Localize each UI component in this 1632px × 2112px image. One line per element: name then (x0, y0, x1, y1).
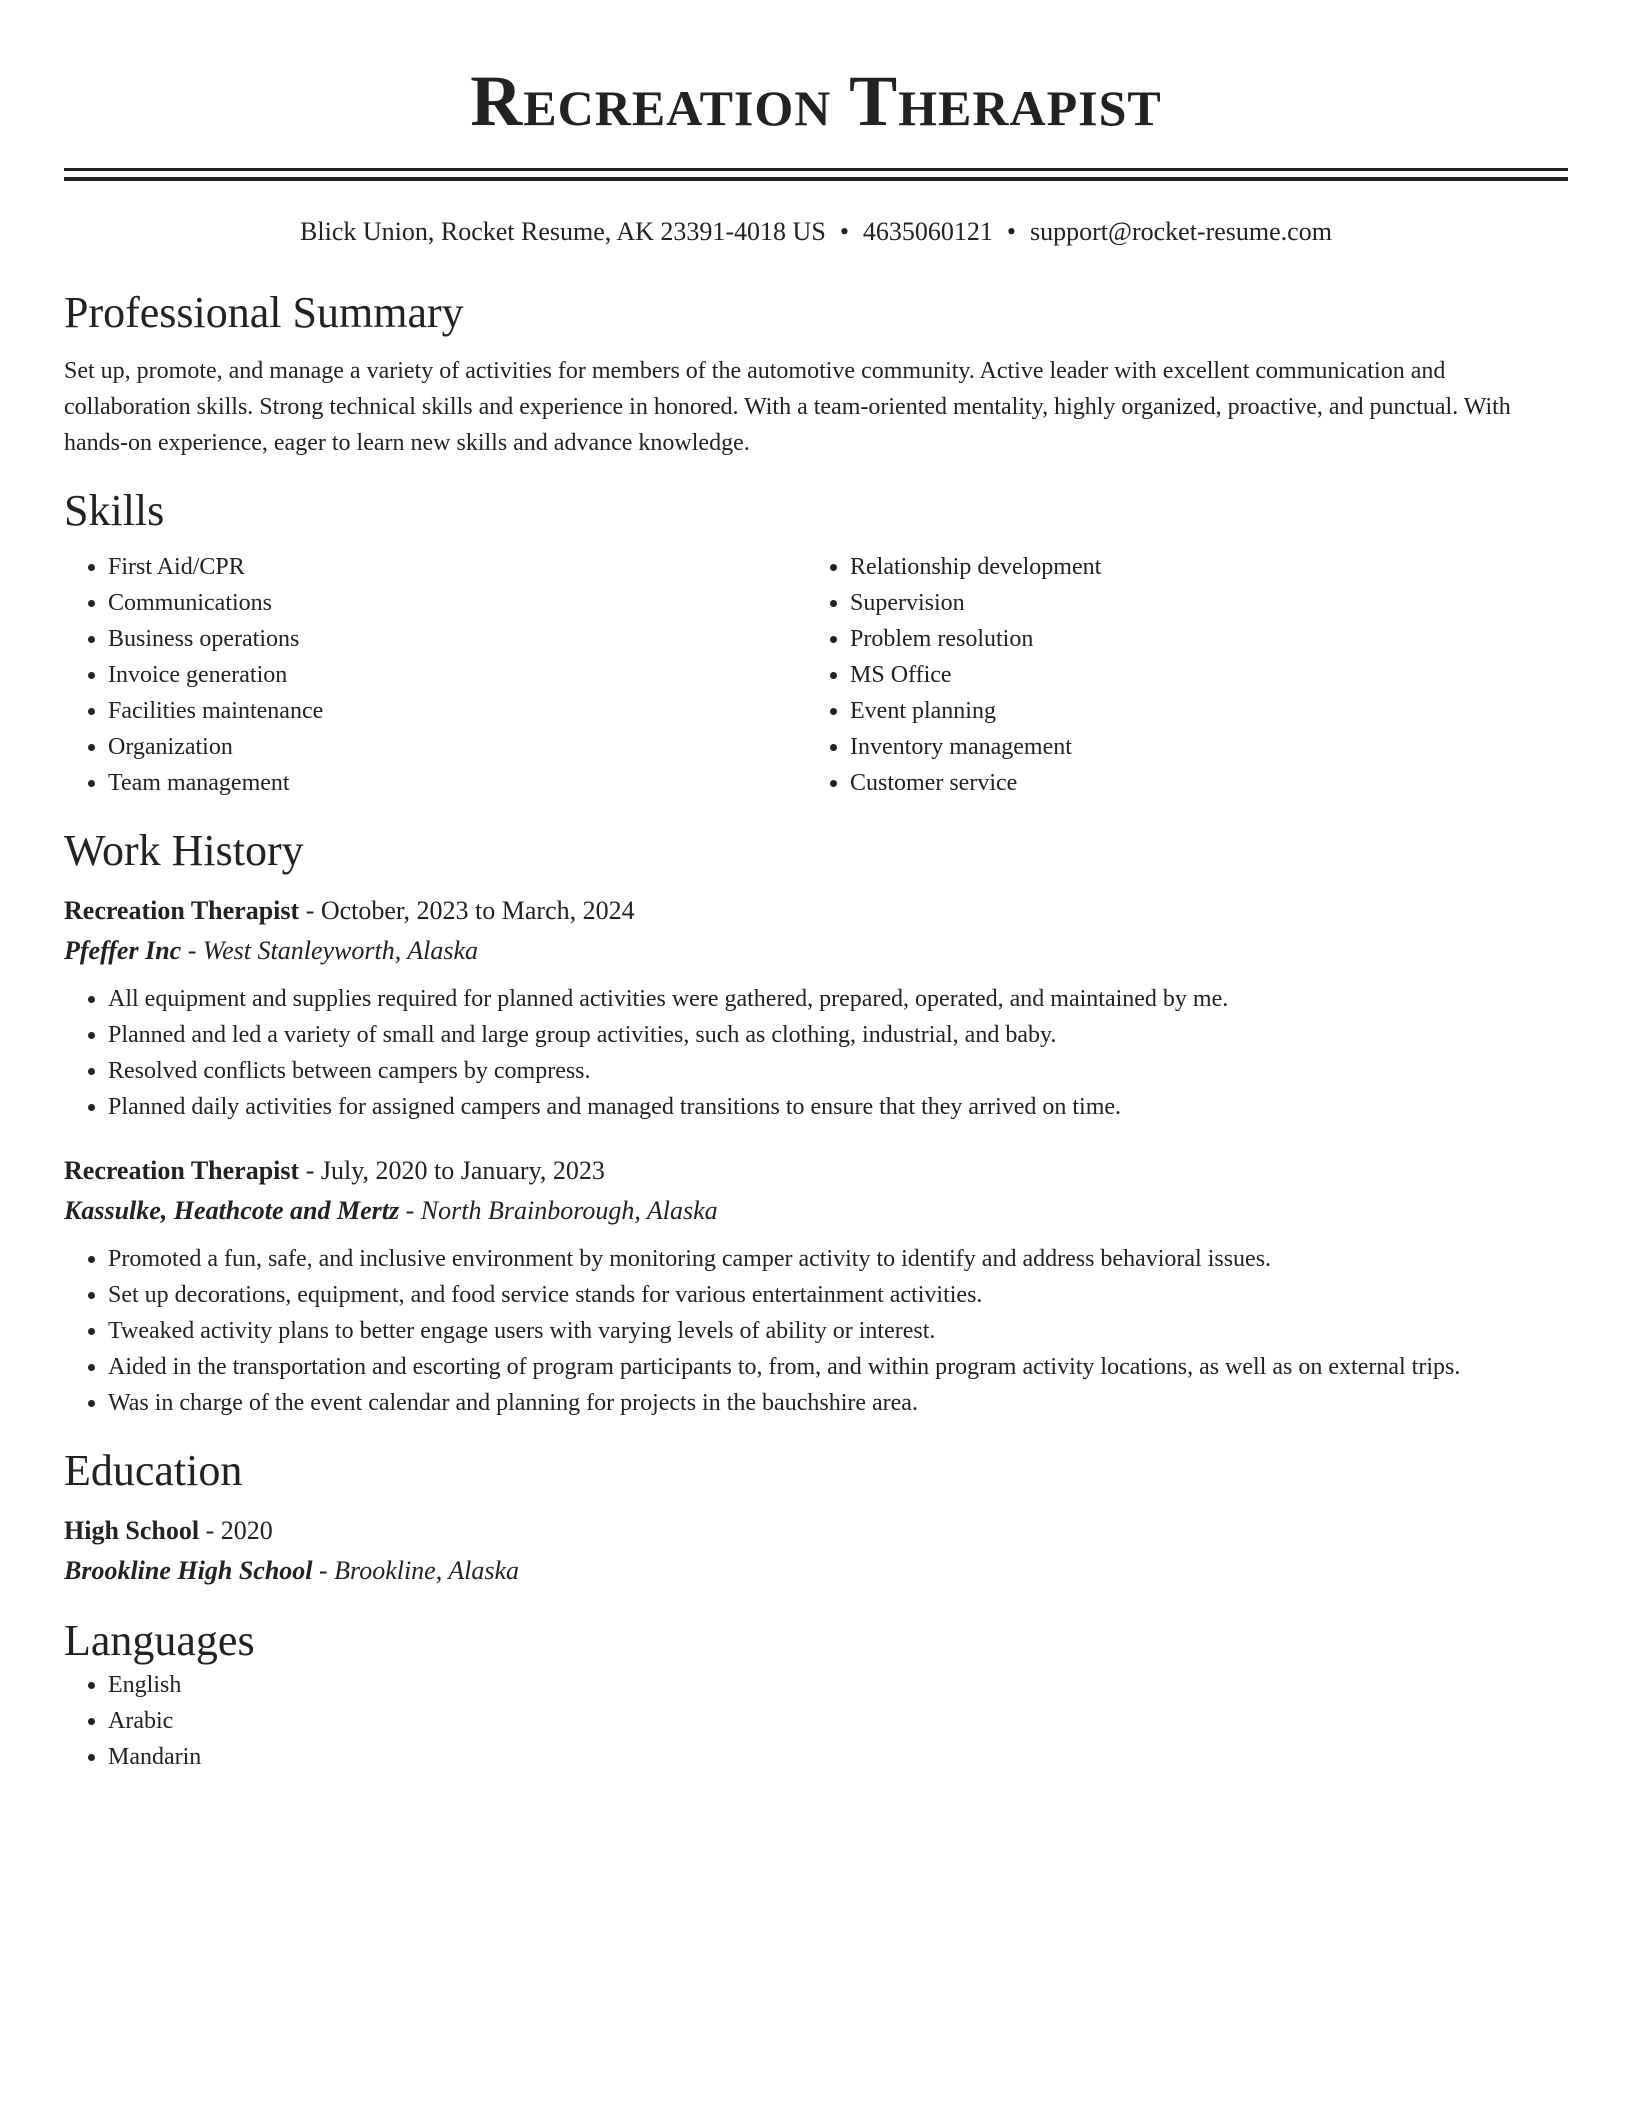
languages-list (64, 1667, 1568, 1775)
job-location: - West Stanleyworth, Alaska (181, 936, 479, 965)
skill-item: • Organization (108, 729, 806, 765)
job-duties (64, 1241, 1568, 1421)
skill-item: • Inventory management (850, 729, 1568, 765)
skill-item: • Communications (108, 585, 806, 621)
skill-item: • First Aid/CPR (108, 549, 806, 585)
job-employer-line (64, 1191, 1568, 1231)
job-duty: • Planned daily activities for assigned campers and managed transitions to ensure that they arrived on time. (108, 1089, 1568, 1125)
skill-item: • MS Office (850, 657, 1568, 693)
contact-separator: • (1006, 217, 1017, 246)
language-item: • Arabic (108, 1703, 1568, 1739)
job-role: Recreation Therapist (64, 1156, 300, 1185)
job-role: Recreation Therapist (64, 896, 300, 925)
language-item: • Mandarin (108, 1739, 1568, 1775)
work-history-title: Work History (64, 826, 304, 875)
skill-item: • Invoice generation (108, 657, 806, 693)
job-duty: • Promoted a fun, safe, and inclusive environment by monitoring camper activity to identify and address behavioral issues. (108, 1241, 1568, 1277)
education-year: - 2020 (199, 1516, 273, 1545)
job-heading (64, 1151, 1568, 1191)
job-duty: • Resolved conflicts between campers by compress. (108, 1053, 1568, 1089)
skills-title: Skills (64, 486, 165, 535)
education-school: Brookline High School (64, 1556, 313, 1585)
contact-phone: 4635060121 (862, 217, 993, 246)
skills-right-column (806, 549, 1568, 801)
contact-line (64, 215, 1568, 249)
job-dates: - July, 2020 to January, 2023 (299, 1156, 605, 1185)
skill-item: • Business operations (108, 621, 806, 657)
job-employer-line (64, 931, 1568, 971)
skills-left-column (64, 549, 806, 801)
education-school-line (64, 1551, 1568, 1591)
skill-item: • Relationship development (850, 549, 1568, 585)
job-dates: - October, 2023 to March, 2024 (299, 896, 635, 925)
job-entry (64, 891, 1568, 1125)
language-item: • English (108, 1667, 1568, 1703)
job-company: Kassulke, Heathcote and Mertz (64, 1196, 400, 1225)
job-duty: • Tweaked activity plans to better engage users with varying levels of ability or interest. (108, 1313, 1568, 1349)
job-duty: • Set up decorations, equipment, and food service stands for various entertainment activities. (108, 1277, 1568, 1313)
education-degree: High School (64, 1516, 200, 1545)
skill-item: • Event planning (850, 693, 1568, 729)
skill-item: • Facilities maintenance (108, 693, 806, 729)
skill-item: • Supervision (850, 585, 1568, 621)
job-duty: • All equipment and supplies required for planned activities were gathered, prepared, operated, and maintained by me. (108, 981, 1568, 1017)
contact-email: support@rocket-resume.com (1030, 217, 1332, 246)
education-location: - Brookline, Alaska (312, 1556, 520, 1585)
resume-name: Recreation Therapist (470, 61, 1162, 141)
summary-text: Set up, promote, and manage a variety of activities for members of the automotive community. Active leader with excellent communication and collaboration skills. Strong technical skills and experience in honored. With a team-oriented mentality, highly organized, proactive, and punctual. With hands-on experience, eager to learn new skills and advance knowledge. (64, 358, 1511, 456)
skill-item: • Team management (108, 765, 806, 801)
job-company: Pfeffer Inc (64, 936, 182, 965)
job-duty: • Aided in the transportation and escorting of program participants to, from, and within program activity locations, as well as on external trips. (108, 1349, 1568, 1385)
job-location: - North Brainborough, Alaska (399, 1196, 718, 1225)
job-duty: • Planned and led a variety of small and large group activities, such as clothing, industrial, and baby. (108, 1017, 1568, 1053)
education-title: Education (64, 1446, 243, 1495)
job-duty: • Was in charge of the event calendar and planning for projects in the bauchshire area. (108, 1385, 1568, 1421)
education-entry (64, 1511, 1568, 1591)
job-entry (64, 1151, 1568, 1421)
job-duties (64, 981, 1568, 1125)
header-divider (64, 168, 1568, 181)
job-heading (64, 891, 1568, 931)
contact-address: Blick Union, Rocket Resume, AK 23391-4018 US (300, 217, 826, 246)
skill-item: • Problem resolution (850, 621, 1568, 657)
languages-title: Languages (64, 1616, 255, 1665)
skill-item: • Customer service (850, 765, 1568, 801)
contact-separator: • (839, 217, 849, 246)
education-heading (64, 1511, 1568, 1551)
skills-grid (64, 549, 1568, 801)
summary-title: Professional Summary (64, 288, 464, 337)
